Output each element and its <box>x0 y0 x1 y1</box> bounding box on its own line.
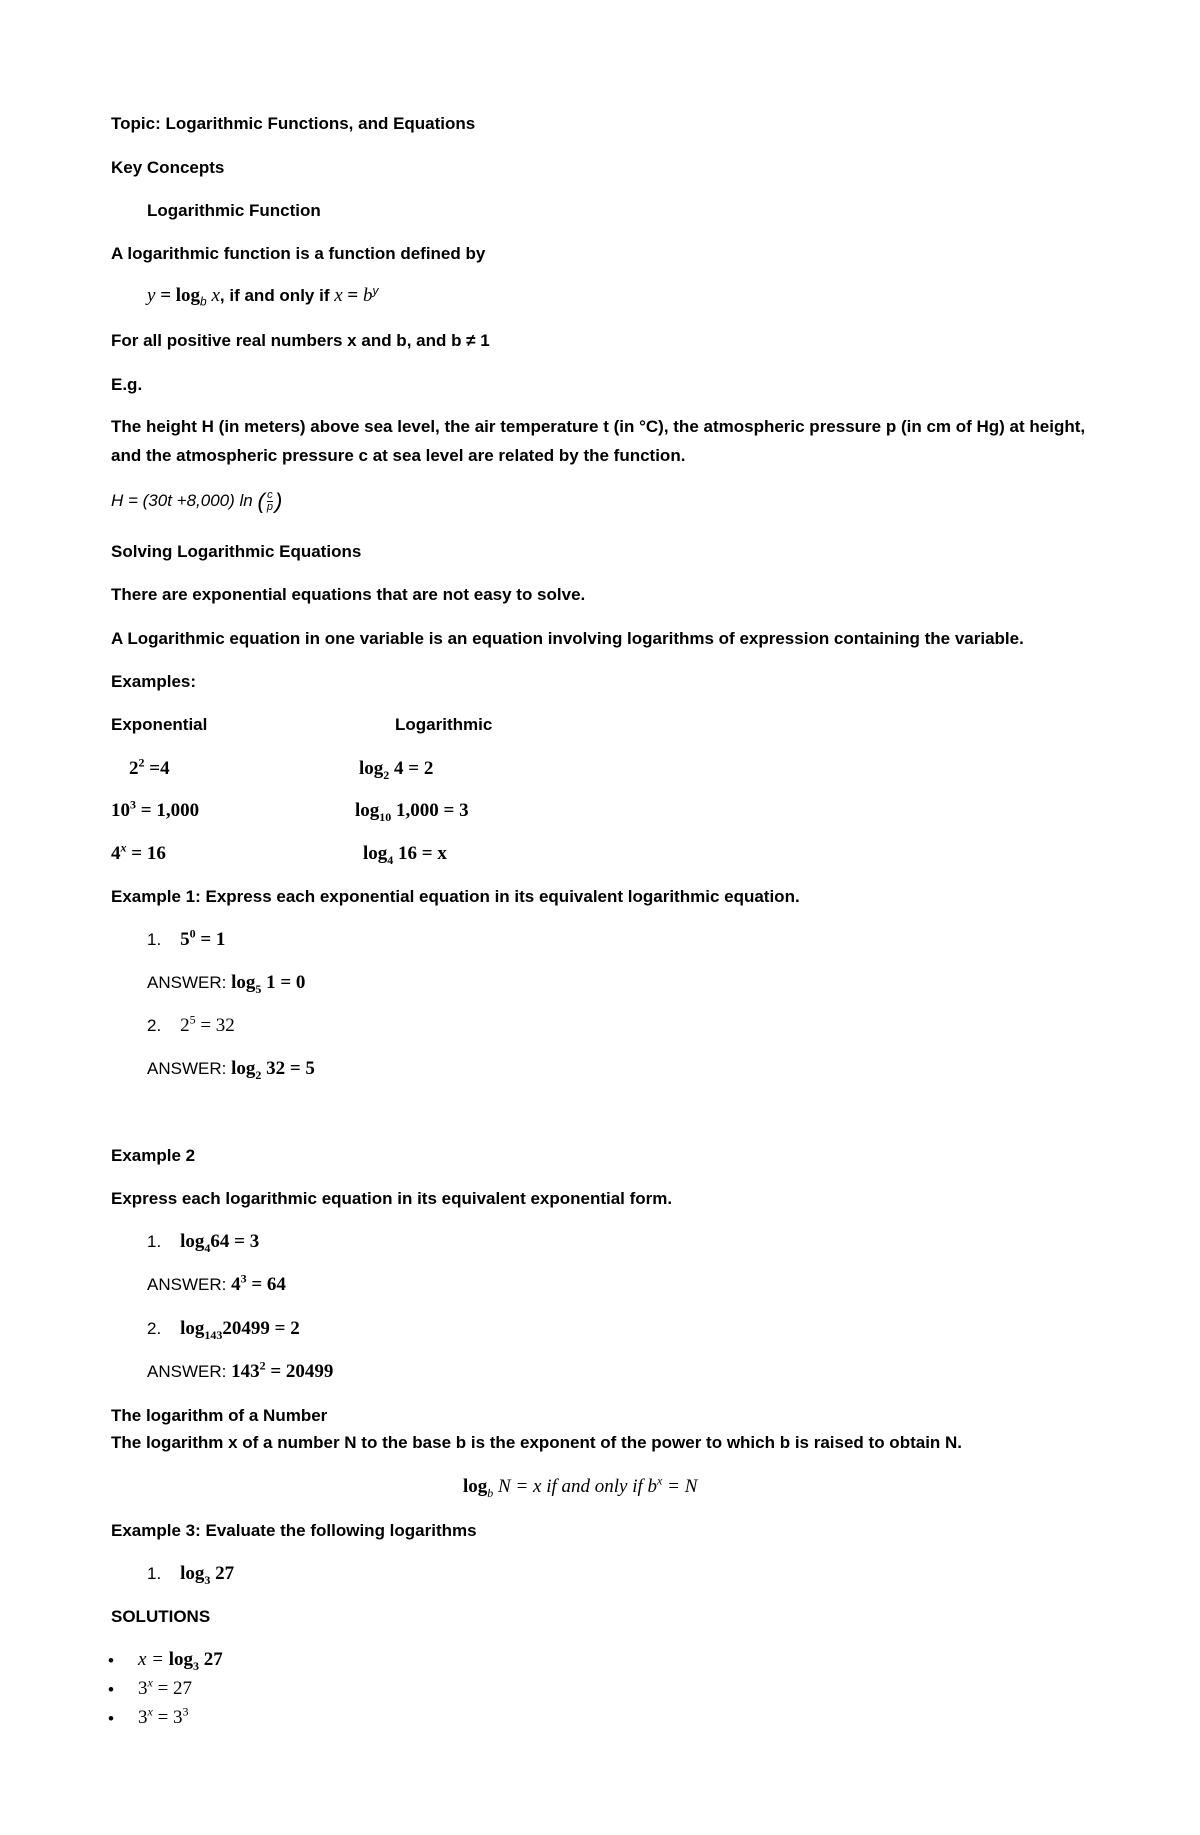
height-paragraph-line1: The height H (in meters) above sea level, the air temperature t (in °C), the atmospheric pressure p (in cm of Hg) at height, <box>111 417 1086 436</box>
key-concepts-heading: Key Concepts <box>111 158 225 177</box>
example1-question1: 1. $5^0 = 1$ <box>147 926 226 950</box>
example1-answer1: ANSWER: $\log_5 1 = 0$ <box>147 972 306 996</box>
example1-question2: 2. $2^5 = 32$ <box>147 1012 235 1036</box>
example3-question1: 1. $\log_3 27$ <box>147 1563 235 1587</box>
example1-heading: Example 1: Express each exponential equation in its equivalent logarithmic equation. <box>111 887 800 906</box>
bullet-icon: • <box>108 1680 114 1699</box>
condition-text: For all positive real numbers x and b, and b ≠ 1 <box>111 331 490 350</box>
fraction-c-over-p: $\frac{c}{p}$ <box>266 489 273 514</box>
example-row-exponential: $2^2 =4$ <box>129 755 170 779</box>
example2-intro: Express each logarithmic equation in its equivalent exponential form. <box>111 1189 673 1208</box>
example-row-logarithmic: $\log_4 16 = x$ <box>363 843 447 867</box>
example2-question1: 1. $\log_464 = 3$ <box>147 1231 260 1255</box>
col-logarithmic-header: Logarithmic <box>395 715 493 734</box>
examples-heading: Examples: <box>111 672 197 691</box>
eg-label: E.g. <box>111 375 143 394</box>
height-paragraph-line2: and the atmospheric pressure c at sea level are related by the function. <box>111 446 686 465</box>
example2-answer1: ANSWER: $4^3 = 64$ <box>147 1271 286 1295</box>
log-function-heading: Logarithmic Function <box>147 201 321 220</box>
bullet-icon: • <box>108 1709 114 1728</box>
solution-step: $3^x = 27$ <box>138 1675 193 1699</box>
topic-title: Topic: Logarithmic Functions, and Equations <box>111 114 476 133</box>
definition-intro: A logarithmic function is a function defined by <box>111 244 486 263</box>
definition-equation: $y = \log_b x$, if and only if $x = b^y$ <box>147 283 379 309</box>
example2-heading: Example 2 <box>111 1146 196 1165</box>
solving-line1: There are exponential equations that are not easy to solve. <box>111 585 586 604</box>
example-row-exponential: $10^3 = 1,000$ <box>111 797 200 821</box>
solution-step: $x = \log_3 27$ <box>138 1649 223 1673</box>
example3-heading: Example 3: Evaluate the following logarithms <box>111 1521 477 1540</box>
solving-heading: Solving Logarithmic Equations <box>111 542 362 561</box>
solving-line2: A Logarithmic equation in one variable is an equation involving logarithms of expression containing the variable. <box>111 629 1024 648</box>
example2-answer2: ANSWER: $143^2 = 20499$ <box>147 1358 334 1382</box>
solutions-heading: SOLUTIONS <box>111 1607 211 1626</box>
example1-answer2: ANSWER: $\log_2 32 = 5$ <box>147 1058 315 1082</box>
example-row-exponential: $4^x = 16$ <box>111 840 166 864</box>
example2-question2: 2. $\log_{143}20499 = 2$ <box>147 1318 300 1342</box>
col-exponential-header: Exponential <box>111 715 208 734</box>
bullet-icon: • <box>108 1651 114 1670</box>
solution-step: $3^x = 3^3$ <box>138 1704 189 1728</box>
example-row-logarithmic: $\log_2 4 = 2$ <box>359 758 434 782</box>
log-number-heading: The logarithm of a Number <box>111 1406 328 1425</box>
height-formula: H = (30t +8,000) ln ( $\frac{c}{p}$ ) <box>111 488 283 514</box>
log-number-definition: The logarithm x of a number N to the base b is the exponent of the power to which b is raised to obtain N. <box>111 1433 963 1452</box>
log-number-formula: $\log_b N = x$ if and only if $b^x = N$ <box>463 1473 698 1500</box>
example-row-logarithmic: $\log_{10} 1,000 = 3$ <box>355 800 469 824</box>
